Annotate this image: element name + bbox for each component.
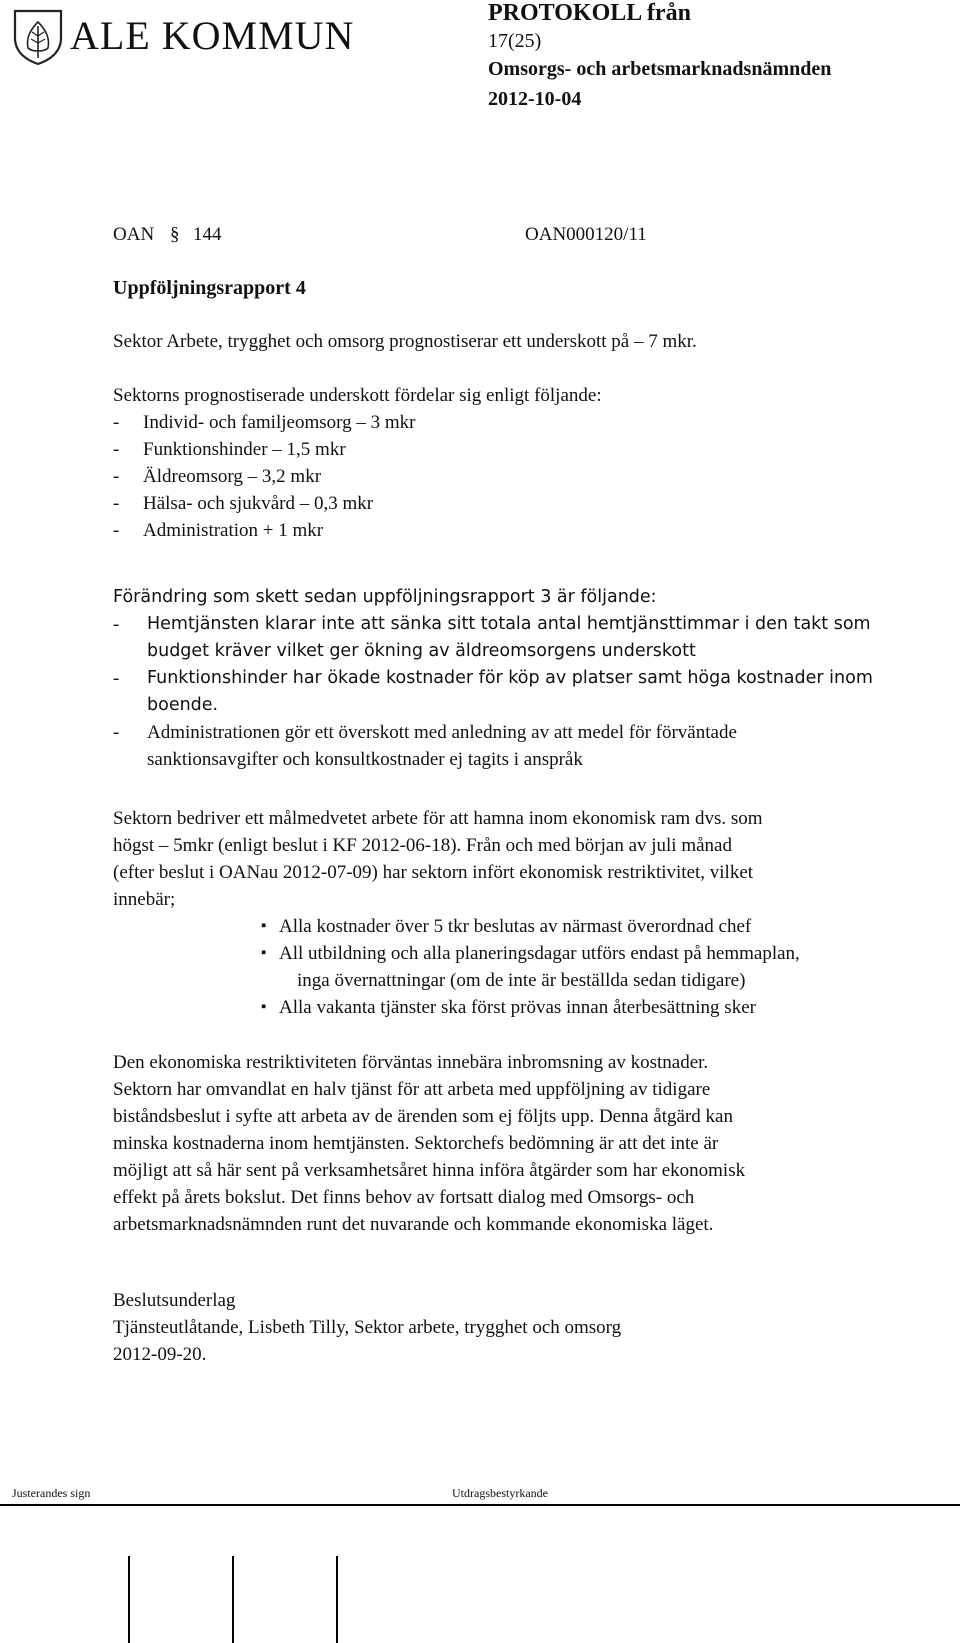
paragraph-line: Den ekonomiska restriktiviteten förväntas innebära inbromsning av kostnader. xyxy=(113,1052,709,1073)
ale-kommun-logo xyxy=(12,8,64,66)
paragraph-line: högst – 5mkr (enligt beslut i KF 2012-06-18). Från och med början av juli månad xyxy=(113,835,732,856)
bullet-icon: ▪ xyxy=(261,999,267,1015)
case-title: Uppföljningsrapport 4 xyxy=(113,277,306,299)
list-dash: - xyxy=(113,466,120,487)
case-number: 144 xyxy=(193,224,222,245)
list-dash: - xyxy=(113,439,120,460)
list-item-line: boende. xyxy=(147,695,219,715)
list-dash: - xyxy=(113,493,120,514)
municipality-name: ALE KOMMUN xyxy=(70,13,355,58)
signature-divider xyxy=(336,1556,338,1643)
bullet-icon: ▪ xyxy=(261,918,267,934)
extract-label: Utdragsbestyrkande xyxy=(452,1486,548,1500)
paragraph-line: Sektorn har omvandlat en halv tjänst för att arbeta med uppföljning av tidigare xyxy=(113,1079,711,1100)
list-item: Administration + 1 mkr xyxy=(143,520,324,541)
list-item-line: Alla vakanta tjänster ska först prövas innan återbesättning sker xyxy=(279,997,756,1018)
signature-divider xyxy=(128,1556,130,1643)
page-number: 17(25) xyxy=(488,30,542,52)
document-body xyxy=(113,0,913,1400)
list-item-line: sanktionsavgifter och konsultkostnader ej tagits i anspråk xyxy=(147,749,583,770)
paragraph-line: arbetsmarknadsnämnden runt det nuvarande och kommande ekonomiska läget. xyxy=(113,1214,714,1235)
footer-rule xyxy=(0,1504,960,1506)
paragraph-line: effekt på årets bokslut. Det finns behov av fortsatt dialog med Omsorgs- och xyxy=(113,1187,695,1208)
basis-line: Tjänsteutlåtande, Lisbeth Tilly, Sektor arbete, trygghet och omsorg xyxy=(113,1317,622,1338)
paragraph-line: innebär; xyxy=(113,889,176,910)
list-dash: - xyxy=(113,722,120,743)
signature-footer xyxy=(0,1486,960,1643)
intro-paragraph: Sektor Arbete, trygghet och omsorg prognostiserar ett underskott på – 7 mkr. xyxy=(113,331,697,352)
list-dash: - xyxy=(113,520,120,541)
paragraph-line: (efter beslut i OANau 2012-07-09) har sektorn infört ekonomisk restriktivitet, vilket xyxy=(113,862,754,883)
paragraph-line: möjligt att så här sent på verksamhetsåret hinna införa åtgärder som har ekonomisk xyxy=(113,1160,746,1181)
committee-name: Omsorgs- och arbetsmarknadsnämnden xyxy=(488,58,832,80)
list-dash: - xyxy=(113,614,120,635)
signature-divider xyxy=(232,1556,234,1643)
list-item: Individ- och familjeomsorg – 3 mkr xyxy=(143,412,416,433)
list-item-line: Administrationen gör ett överskott med anledning av att medel för förväntade xyxy=(147,722,737,743)
case-prefix: OAN xyxy=(113,224,155,245)
list-item-line: Alla kostnader över 5 tkr beslutas av närmast överordnad chef xyxy=(279,916,752,937)
list-item-line: inga övernattningar (om de inte är beställda sedan tidigare) xyxy=(297,970,746,991)
case-reference: OAN000120/11 xyxy=(525,224,647,245)
list-item-line: Funktionshinder har ökade kostnader för köp av platser samt höga kostnader inom xyxy=(147,668,873,688)
signature-label: Justerandes sign xyxy=(12,1486,91,1500)
bullet-icon: ▪ xyxy=(261,945,267,961)
list-item: Äldreomsorg – 3,2 mkr xyxy=(143,466,322,487)
basis-line: 2012-09-20. xyxy=(113,1344,207,1365)
list-item-line: Hemtjänsten klarar inte att sänka sitt totala antal hemtjänsttimmar i den takt som xyxy=(147,614,871,634)
list-dash: - xyxy=(113,412,120,433)
change-heading: Förändring som skett sedan uppföljningsrapport 3 är följande: xyxy=(113,587,657,607)
section-sign: § xyxy=(170,224,180,245)
list-dash: - xyxy=(113,668,120,689)
list-item: Hälsa- och sjukvård – 0,3 mkr xyxy=(143,493,374,514)
list-item-line: All utbildning och alla planeringsdagar utförs endast på hemmaplan, xyxy=(279,943,800,964)
list-item: Funktionshinder – 1,5 mkr xyxy=(143,439,346,460)
basis-heading: Beslutsunderlag xyxy=(113,1290,236,1311)
paragraph-line: biståndsbeslut i syfte att arbeta av de ärenden som ej följts upp. Denna åtgärd kan xyxy=(113,1106,733,1127)
paragraph-line: minska kostnaderna inom hemtjänsten. Sektorchefs bedömning är att det inte är xyxy=(113,1133,719,1154)
list-item-line: budget kräver vilket ger ökning av äldreomsorgens underskott xyxy=(147,641,696,661)
distribution-heading: Sektorns prognostiserade underskott fördelar sig enligt följande: xyxy=(113,385,602,406)
document-type: PROTOKOLL från xyxy=(488,0,691,26)
paragraph-line: Sektorn bedriver ett målmedvetet arbete för att hamna inom ekonomisk ram dvs. som xyxy=(113,808,763,829)
meeting-date: 2012-10-04 xyxy=(488,88,582,110)
